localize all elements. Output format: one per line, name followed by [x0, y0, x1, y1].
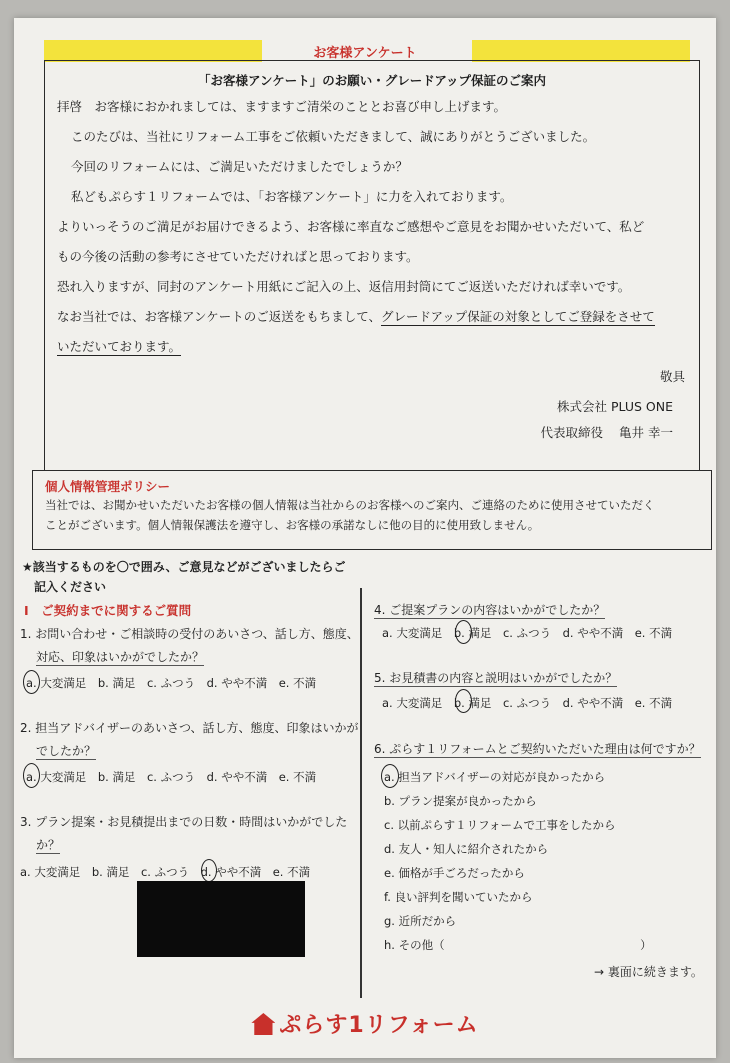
question-1-options[interactable]: a. 大変満足 b. 満足 c. ふつう d. やや不満 e. 不満 [26, 676, 317, 690]
letter-paragraph-1: 拝啓 お客様におかれましては、ますますご清栄のこととお喜び申し上げます。 [57, 99, 507, 114]
page-title: お客様アンケート [313, 46, 417, 61]
letter-paragraph-7b [57, 337, 181, 355]
q6-option-e[interactable]: e. 価格が手ごろだったから [384, 866, 525, 880]
q6-option-c[interactable]: c. 以前ぷらす１リフォームで工事をしたから [384, 818, 616, 832]
q6-option-d[interactable]: d. 友人・知人に紹介されたから [384, 842, 549, 856]
question-4: 4. ご提案プランの内容はいかがでしたか？ [374, 603, 606, 617]
continue-note: → 裏面に続きます。 [594, 965, 703, 979]
q6-option-g[interactable]: g. 近所だから [384, 914, 457, 928]
privacy-title: 個人情報管理ポリシー [45, 479, 171, 494]
signer-name: 亀井 幸一 [619, 425, 673, 440]
q6-option-a[interactable]: a. 担当アドバイザーの対応が良かったから [384, 770, 606, 784]
q6-option-h[interactable]: h. その他（ ） [384, 938, 652, 952]
question-3-line-1: 3. プラン提案・お見積提出までの日数・時間はいかがでした [20, 815, 348, 829]
letter-paragraph-7a [57, 307, 655, 325]
signer [541, 423, 673, 441]
answer-circle-q2 [23, 763, 40, 788]
letter-paragraph-4: 私どもぷらす１リフォームでは、「お客様アンケート」に力を入れております。 [71, 189, 513, 204]
answer-circle-q1 [23, 670, 40, 694]
privacy-line-2: ことがございます。個人情報保護法を遵守し、お客様の承諾なしに他の目的に使用致しません。 [45, 518, 540, 532]
question-1-line-2: 対応、印象はいかがでしたか？ [36, 650, 205, 664]
privacy-policy-box [32, 470, 712, 550]
redaction-block [137, 881, 305, 957]
question-3-options[interactable]: a. 大変満足 b. 満足 c. ふつう d. やや不満 e. 不満 [20, 865, 311, 879]
letter-paragraph-6: 恐れ入りますが、同封のアンケート用紙にご記入の上、返信用封筒にてご返送いただければ幸いです。 [57, 279, 631, 294]
question-5-options[interactable]: a. 大変満足 b. 満足 c. ふつう d. やや不満 e. 不満 [382, 696, 673, 710]
question-2-line-1: 2. 担当アドバイザーのあいさつ、話し方、態度、印象はいかが [20, 721, 359, 735]
letter-closing: 敬具 [659, 369, 685, 384]
question-2-line-2: でしたか？ [36, 744, 97, 758]
letter-title: 「お客様アンケート」のお願い・グレードアップ保証のご案内 [197, 73, 546, 88]
company-name: 株式会社 PLUS ONE [557, 399, 673, 414]
letter-paragraph-5b: もの今後の活動の参考にさせていただければと思っております。 [57, 249, 419, 264]
question-5: 5. お見積書の内容と説明はいかがでしたか？ [374, 671, 618, 685]
survey-instruction-2: 記入ください [34, 580, 107, 594]
answer-circle-q6 [381, 764, 399, 788]
q6-option-f[interactable]: f. 良い評判を聞いていたから [384, 890, 533, 904]
signer-role: 代表取締役 [540, 425, 604, 440]
question-6: 6. ぷらす１リフォームとご契約いただいた理由は何ですか？ [374, 742, 701, 756]
footer-logo: ぷらす1リフォーム [14, 1008, 716, 1039]
privacy-line-1: 当社では、お聞かせいただいたお客様の個人情報は当社からのお客様へのご案内、ご連絡のために使用させていただく [45, 498, 655, 512]
question-2-options[interactable]: a. 大変満足 b. 満足 c. ふつう d. やや不満 e. 不満 [26, 770, 317, 784]
survey-instruction-1: ★該当するものを〇で囲み、ご意見などがございましたらご [22, 560, 346, 574]
question-4-options[interactable]: a. 大変満足 b. 満足 c. ふつう d. やや不満 e. 不満 [382, 626, 673, 640]
letter-paragraph-3: 今回のリフォームには、ご満足いただけましたでしょうか？ [71, 159, 408, 174]
house-logo-icon [251, 1013, 275, 1035]
letter-paragraph-7a-underlined: グレードアップ保証の対象としてご登録をさせて [381, 309, 655, 324]
letter-box [44, 60, 700, 480]
question-1-line-1: 1. お問い合わせ・ご相談時の受付のあいさつ、話し方、態度、 [20, 627, 359, 641]
letter-paragraph-7a-plain: なお当社では、お客様アンケートのご返送をもちまして、 [57, 309, 382, 324]
answer-circle-q5 [455, 689, 472, 713]
letter-paragraph-5a: よりいっそうのご満足がお届けできるよう、お客様に率直なご感想やご意見をお聞かせいただいて、私ど [57, 219, 645, 234]
column-divider [360, 588, 362, 998]
section-1-title: Ⅰ ご契約までに関するご質問 [24, 603, 192, 618]
survey-sheet [14, 18, 716, 1058]
question-3-line-2: か？ [36, 838, 61, 852]
answer-circle-q3 [201, 859, 217, 882]
answer-circle-q4 [455, 620, 472, 644]
letter-paragraph-7b-underlined: いただいております。 [57, 339, 182, 354]
letter-paragraph-2: このたびは、当社にリフォーム工事をご依頼いただきまして、誠にありがとうございました。 [71, 129, 596, 144]
q6-option-b[interactable]: b. プラン提案が良かったから [384, 794, 537, 808]
